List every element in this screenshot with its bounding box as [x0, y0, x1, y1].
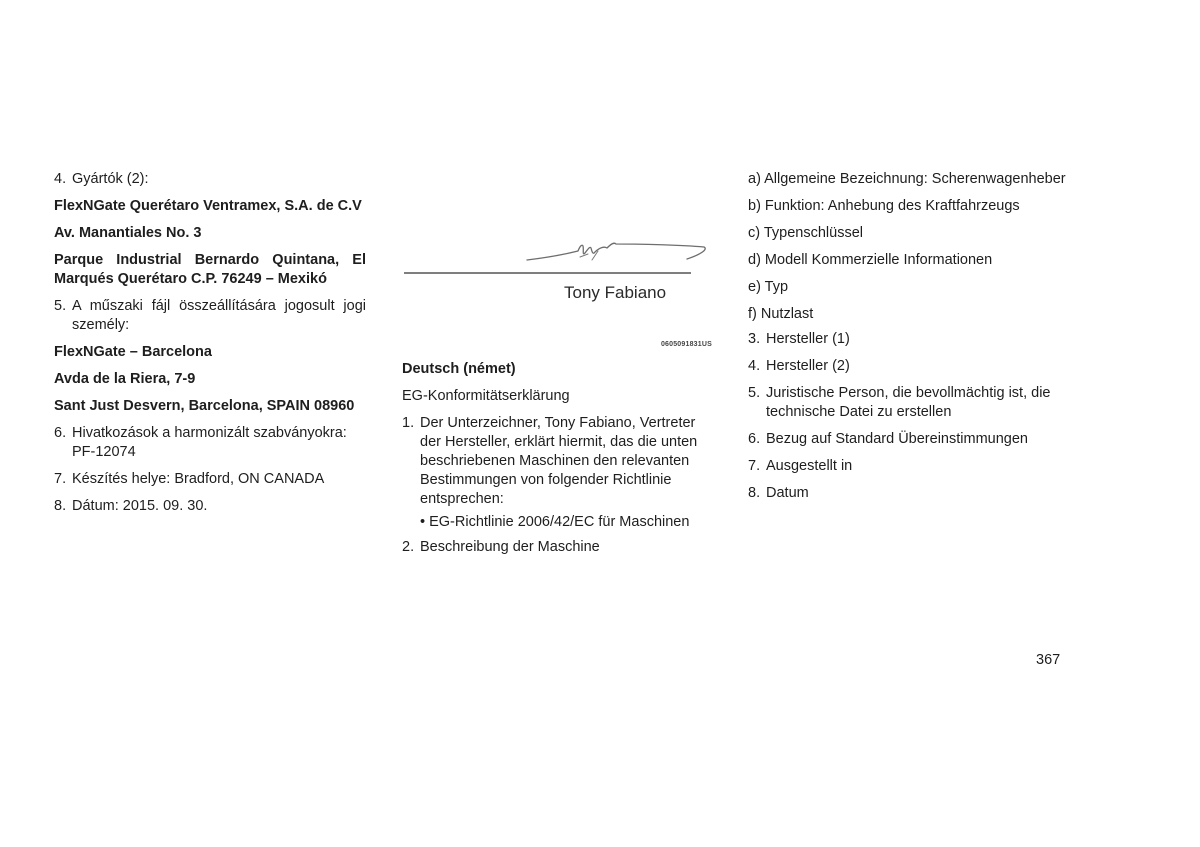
tech-file-name: FlexNGate – Barcelona — [54, 344, 212, 360]
language-heading: Deutsch (német) — [402, 361, 516, 377]
list-item: 7. Készítés helye: Bradford, ON CANADA — [54, 471, 325, 487]
list-item: b) Funktion: Anhebung des Kraftfahrzeugs — [748, 198, 1020, 214]
signature-name: Tony Fabiano — [564, 283, 667, 302]
right-column — [748, 170, 1066, 511]
list-item: 4. Hersteller (2) — [748, 358, 850, 374]
list-item: 8. Dátum: 2015. 09. 30. — [54, 498, 208, 514]
list-item: e) Typ — [748, 279, 789, 295]
bullet-item: • EG-Richtlinie 2006/42/EC für Maschinen — [420, 514, 690, 530]
declaration-title: EG-Konformitätserklärung — [402, 388, 570, 404]
manufacturer-city: Parque Industrial Bernardo Quintana, El Marqués Querétaro C.P. 76249 – Mexikó — [54, 252, 366, 287]
list-item: c) Typenschlüssel — [748, 225, 863, 241]
list-item: 4. Gyártók (2): — [54, 171, 149, 187]
middle-column — [402, 170, 714, 565]
document-code: 0605091831US — [660, 341, 712, 348]
list-item: 5. Juristische Person, die bevollmächtig ist, die technische Datei zu erstellen — [748, 385, 1051, 420]
manufacturer-name: FlexNGate Querétaro Ventramex, S.A. de C.V — [54, 198, 362, 214]
list-item: 2. Beschreibung der Maschine — [402, 539, 600, 555]
list-item: d) Modell Kommerzielle Informationen — [748, 252, 993, 268]
signature-block — [402, 170, 714, 360]
left-column — [54, 170, 366, 524]
list-item: 1. Der Unterzeichner, Tony Fabiano, Vertreter der Hersteller, erklärt hiermit, das die unten beschriebenen Maschinen den relevanten Bestimmungen von folgender Richtlinie entsprechen: — [402, 415, 698, 507]
tech-file-city: Sant Just Desvern, Barcelona, SPAIN 08960 — [54, 398, 355, 414]
page-number: 367 — [1036, 652, 1061, 668]
list-item: 8. Datum — [748, 485, 809, 501]
list-item: f) Nutzlast — [748, 306, 814, 322]
list-item: 6. Hivatkozások a harmonizált szabványokra: PF-12074 — [54, 425, 347, 460]
signature-image — [402, 236, 714, 281]
list-item: a) Allgemeine Bezeichnung: Scherenwagenheber — [748, 171, 1066, 187]
tech-file-street: Avda de la Riera, 7-9 — [54, 371, 196, 387]
list-item: 6. Bezug auf Standard Übereinstimmungen — [748, 431, 1028, 447]
list-item: 5. A műszaki fájl összeállítására jogosult jogi személy: — [54, 298, 366, 333]
list-item: 3. Hersteller (1) — [748, 331, 850, 347]
manufacturer-street: Av. Manantiales No. 3 — [54, 225, 202, 241]
list-item: 7. Ausgestellt in — [748, 458, 853, 474]
